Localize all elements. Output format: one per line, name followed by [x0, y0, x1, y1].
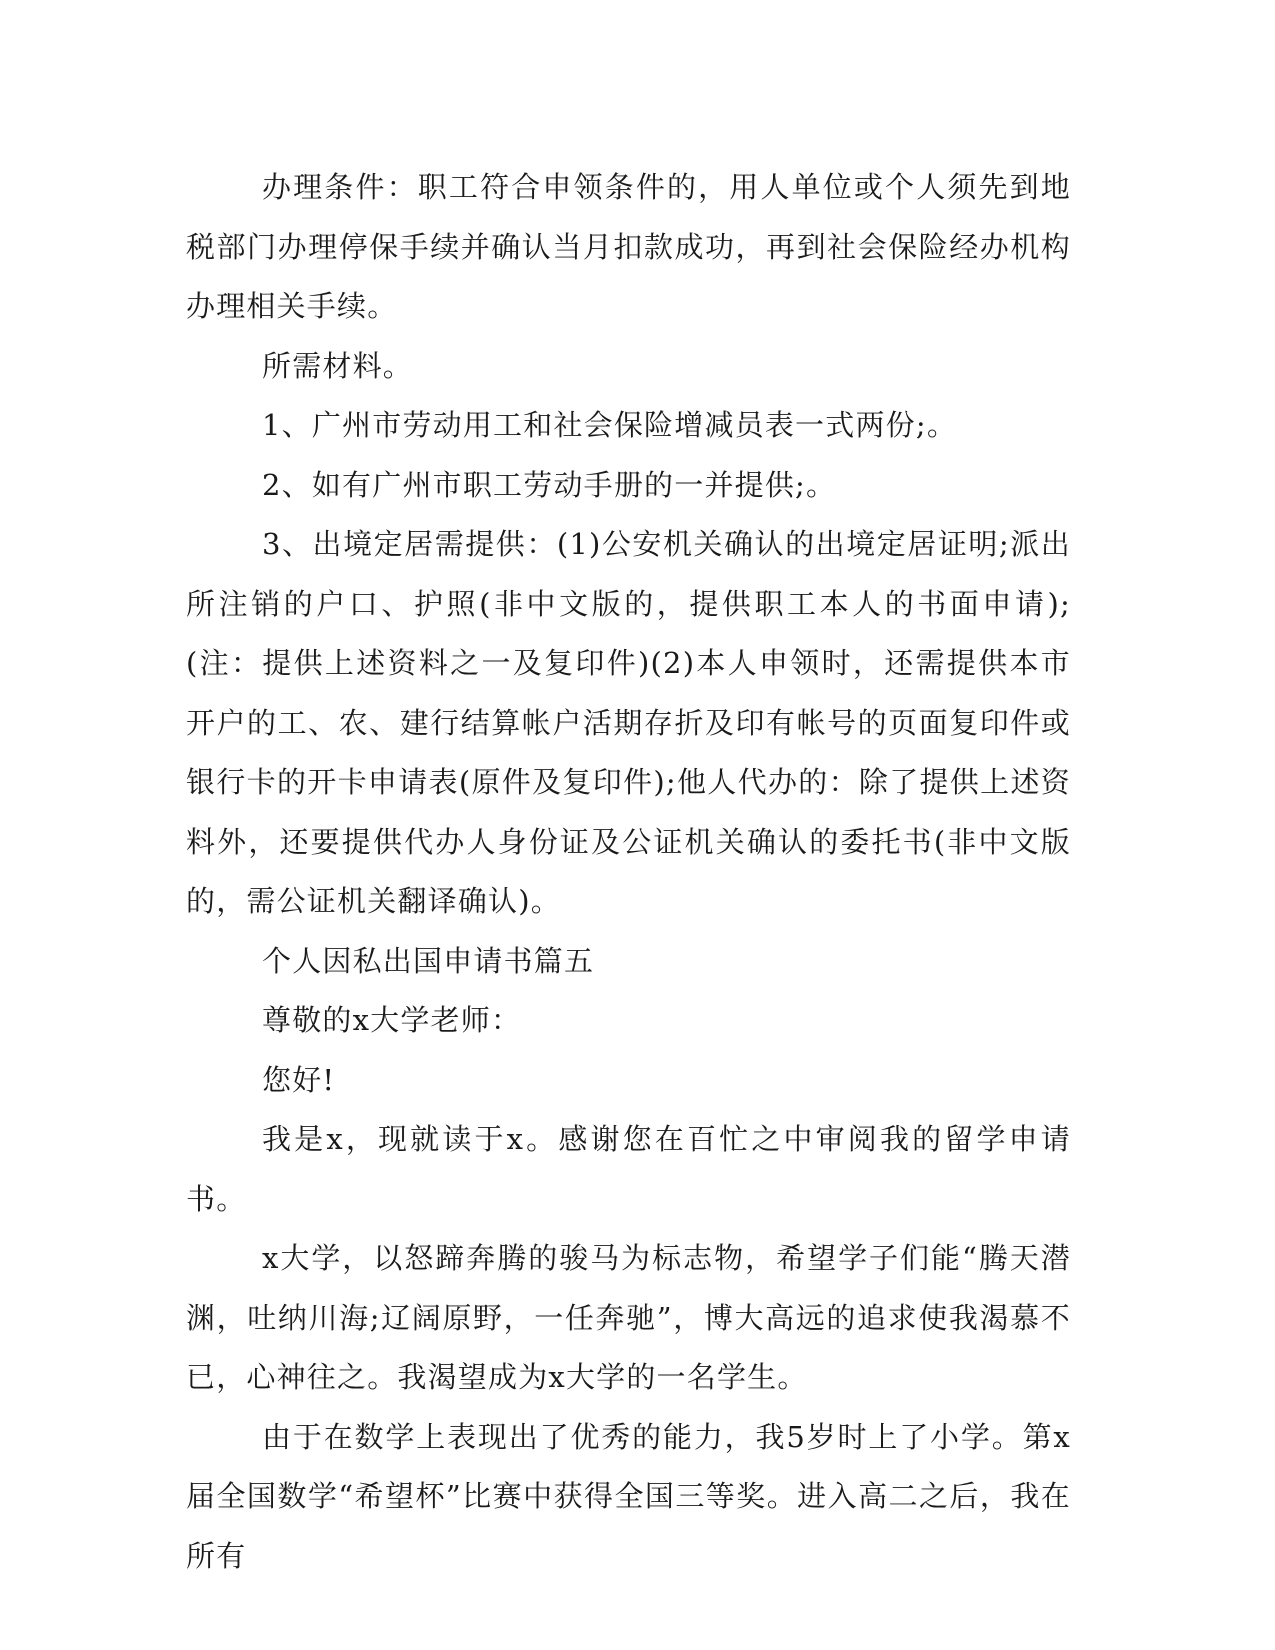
paragraph-university: x大学，以怒蹄奔腾的骏马为标志物，希望学子们能“腾天潜渊，吐纳川海;辽阔原野，一任奔驰”，博大高远的追求使我渴慕不已，心神往之。我渴望成为x大学的一名学生。	[186, 1241, 1071, 1394]
paragraph-item-2: 2、如有广州市职工劳动手册的一并提供;。	[262, 467, 837, 502]
document-body	[186, 158, 1071, 1586]
paragraph-introduction: 我是x，现就读于x。感谢您在百忙之中审阅我的留学申请书。	[186, 1122, 1071, 1216]
paragraph-item-1: 1、广州市劳动用工和社会保险增减员表一式两份;。	[262, 408, 958, 442]
letter-salutation: 尊敬的x大学老师：	[262, 1003, 522, 1037]
paragraph-achievements: 由于在数学上表现出了优秀的能力，我5岁时上了小学。第x届全国数学“希望杯”比赛中获得全国三等奖。进入高二之后，我在所有	[186, 1419, 1071, 1573]
paragraph-handling-conditions: 办理条件：职工符合申领条件的，用人单位或个人须先到地税部门办理停保手续并确认当月扣款成功，再到社会保险经办机构办理相关手续。	[186, 170, 1071, 323]
paragraph-item-3: 3、出境定居需提供：(1)公安机关确认的出境定居证明;派出所注销的户口、护照(非中文版的，提供职工本人的书面申请);(注：提供上述资料之一及复印件)(2)本人申领时，还需提供本市开户的工、农、建行结算帐户活期存折及印有帐号的页面复印件或银行卡的开卡申请表(原件及复印件);他人代办的：除了提供上述资料外，还要提供代办人身份证及公证机关确认的委托书(非中文版的，需公证机关翻译确认)。	[186, 527, 1071, 918]
paragraph-required-materials: 所需材料。	[262, 348, 414, 383]
letter-greeting: 您好!	[262, 1062, 336, 1097]
section-heading: 个人因私出国申请书篇五	[262, 943, 595, 978]
